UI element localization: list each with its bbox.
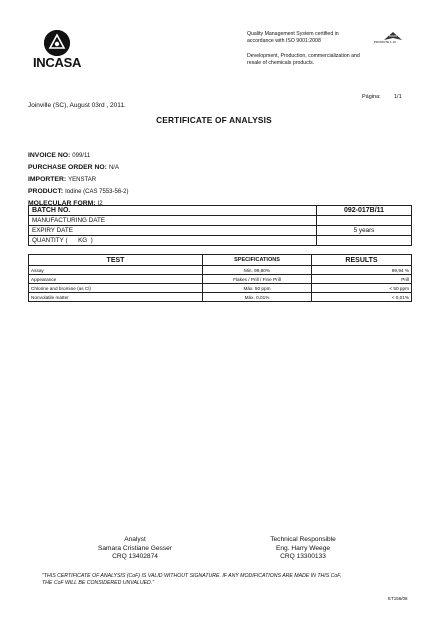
technical-signature-block	[248, 536, 358, 562]
batch-table	[28, 205, 412, 246]
document-title: CERTIFICATE OF ANALYSIS	[156, 115, 272, 125]
batch-value: 092-017B/11	[317, 206, 412, 216]
test-name: Assay	[29, 266, 203, 275]
product-label: PRODUCT:	[28, 188, 64, 195]
analyst-name: Samara Cristiane Gesser	[97, 544, 173, 552]
quality-line-1: Quality Management System certified in	[247, 31, 339, 37]
batch-label: BATCH NO.	[29, 206, 317, 216]
purchase-order-value: N/A	[108, 165, 119, 171]
table-row	[29, 266, 412, 275]
technical-name: Eng. Harry Weege	[275, 544, 331, 552]
page-number: 1/1	[394, 94, 402, 100]
table-row	[29, 284, 412, 293]
analyst-role: Analyst	[124, 536, 146, 543]
technical-role: Technical Responsible	[270, 536, 336, 543]
development-line-1: Development, Production, commercialization and	[247, 53, 360, 59]
test-specification: Min. 99,80%	[203, 266, 312, 275]
test-name: Appearance	[29, 275, 203, 284]
test-header: TEST	[29, 255, 203, 266]
form-code: ET156/08	[388, 596, 408, 601]
test-name: Chlorine and bromine (as Cl)	[29, 284, 203, 293]
analyst-signature-block	[80, 536, 190, 562]
purchase-order-label: PURCHASE ORDER NO:	[28, 164, 107, 171]
disclaimer-line-1: "THIS CERTIFICATE OF ANALYSIS (CoF) IS VALID WITHOUT SIGNATURE. IF ANY MODIFICATIONS ARE MADE IN THIS CoF,	[42, 573, 342, 579]
test-result: 99,94 %	[312, 266, 412, 275]
activity-statement	[247, 53, 387, 66]
specifications-header: SPECIFICATIONS	[203, 255, 312, 266]
test-name: Nonvolatile matter	[29, 293, 203, 302]
certification-seal-icon	[380, 30, 406, 48]
certification-code: PROMOTE 1 10	[374, 40, 396, 44]
page-label: Página:	[362, 94, 381, 100]
specification-table	[28, 254, 412, 302]
analyst-registration: CRQ 13402874	[112, 553, 158, 560]
quality-line-2: accordance with ISO 9001:2008	[247, 37, 321, 44]
company-name: INCASA	[33, 55, 82, 70]
technical-registration: CRQ 13300133	[280, 553, 326, 560]
test-result: < 0,01%	[312, 293, 412, 302]
expiry-date-row	[29, 226, 412, 236]
quality-statement	[247, 31, 367, 44]
invoice-fields	[28, 150, 129, 210]
manufacturing-date-row	[29, 216, 412, 226]
table-row	[29, 275, 412, 284]
importer-value: YENSTAR	[68, 177, 97, 183]
test-result: < 50 ppm	[312, 284, 412, 293]
invoice-value: 099/11	[72, 153, 91, 159]
quantity-row	[29, 236, 412, 246]
results-header: RESULTS	[312, 255, 412, 266]
place-date: Joinville (SC), August 03rd , 2011.	[28, 102, 126, 109]
spec-header-row	[29, 255, 412, 266]
invoice-label: INVOICE NO:	[28, 152, 71, 159]
test-specification: Máx. 50 ppm	[203, 284, 312, 293]
expiry-date-label: EXPIRY DATE	[29, 226, 317, 236]
test-result: Prill	[312, 275, 412, 284]
test-specification: Máx. 0,01%	[203, 293, 312, 302]
table-row	[29, 293, 412, 302]
quantity-label: QUANTITY ( KG )	[29, 236, 317, 246]
expiry-date-value: 5 years	[317, 226, 412, 236]
validity-disclaimer	[42, 573, 382, 586]
molecular-form-label: MOLECULAR FORM:	[28, 200, 96, 207]
incasa-logo-icon	[44, 30, 70, 56]
molecular-form-value: I2	[97, 201, 103, 207]
quantity-value	[317, 236, 412, 246]
batch-row	[29, 206, 412, 216]
product-value: Iodine (CAS 7553-56-2)	[65, 189, 129, 195]
manufacturing-date-value	[317, 216, 412, 226]
development-line-2: resale of chemicals products.	[247, 59, 315, 66]
importer-label: IMPORTER:	[28, 176, 67, 183]
manufacturing-date-label: MANUFACTURING DATE	[29, 216, 317, 226]
test-specification: Flakes / Prill / Fine Prill	[203, 275, 312, 284]
disclaimer-line-2: THE CoF WILL BE CONSIDERED UNVALUED."	[42, 579, 155, 586]
